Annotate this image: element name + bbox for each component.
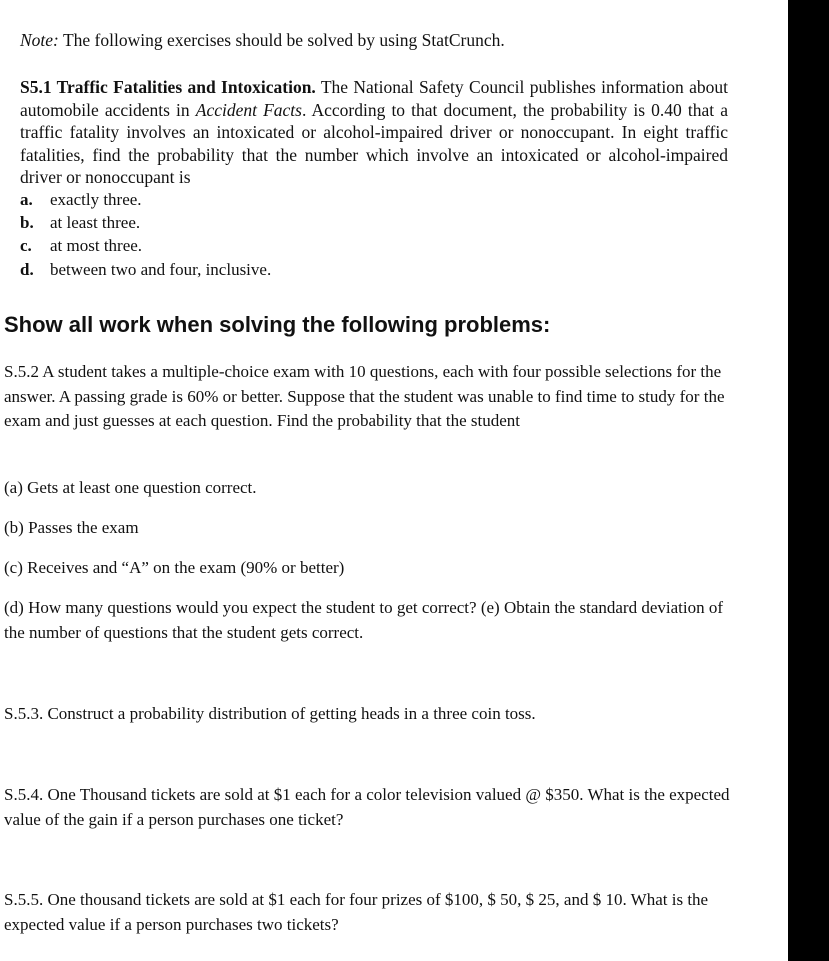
option-c	[20, 234, 271, 257]
source-title: Accident Facts	[195, 99, 302, 120]
right-edge-black-bar	[788, 0, 829, 961]
exercise-s5-2-part-a: (a) Gets at least one question correct.	[4, 478, 257, 497]
exercise-s5-5: S.5.5. One thousand tickets are sold at $1 each for four prizes of $100, $ 50, $ 25, and $ 10. What is the expected value if a person purchases two tickets?	[4, 890, 709, 934]
option-label: b.	[20, 213, 34, 233]
option-text: at most three.	[50, 236, 143, 256]
option-d	[20, 258, 271, 281]
exercise-s5-2-part-b: (b) Passes the exam	[4, 518, 139, 537]
option-text: at least three.	[50, 213, 141, 233]
option-label: d.	[20, 259, 34, 279]
exercise-s5-3: S.5.3. Construct a probability distribution of getting heads in a three coin toss.	[4, 704, 536, 723]
option-text: between two and four, inclusive.	[50, 259, 272, 279]
option-text: exactly three.	[50, 190, 142, 209]
note-label: Note:	[20, 30, 59, 50]
exercise-s5-4: S.5.4. One Thousand tickets are sold at $1 each for a color television valued @ $350. What is the expected value of the gain if a person purchases one ticket?	[4, 785, 730, 829]
exercise-s5-2-part-d-e: (d) How many questions would you expect the student to get correct? (e) Obtain the standard deviation of the number of questions that the student gets correct.	[4, 598, 723, 642]
section-heading: Show all work when solving the following problems:	[4, 312, 551, 337]
option-a	[20, 188, 271, 211]
option-b	[20, 211, 271, 234]
exercise-s5-1-heading: S5.1 Traffic Fatalities and Intoxication.	[20, 77, 316, 97]
option-label: a.	[20, 190, 33, 209]
statcrunch-note	[20, 30, 505, 51]
exercise-s5-1-options	[20, 188, 271, 281]
option-label: c.	[20, 236, 32, 256]
exercise-s5-1-text-after: . According to that document, the probability is 0.40 that a traffic fatality involves an intoxicated or alcohol-impaired driver or nonoccupant. In eight traffic fatalities, find the probability that the number which involve an intoxicated or alcohol-impaired driver or nonoccupant is	[20, 99, 728, 188]
exercise-s5-2-part-c: (c) Receives and “A” on the exam (90% or better)	[4, 558, 345, 577]
exercise-s5-2-intro: S.5.2 A student takes a multiple-choice exam with 10 questions, each with four possible selections for the answer. A passing grade is 60% or better. Suppose that the student was unable to find time to study for the exam and just guesses at each question. Find the probability that the student	[4, 362, 725, 431]
note-text: The following exercises should be solved by using StatCrunch.	[58, 30, 505, 50]
exercise-s5-1-text-before: The National Safety Council publishes information about automobile accidents in	[20, 77, 728, 120]
exercise-s5-1	[20, 76, 728, 189]
